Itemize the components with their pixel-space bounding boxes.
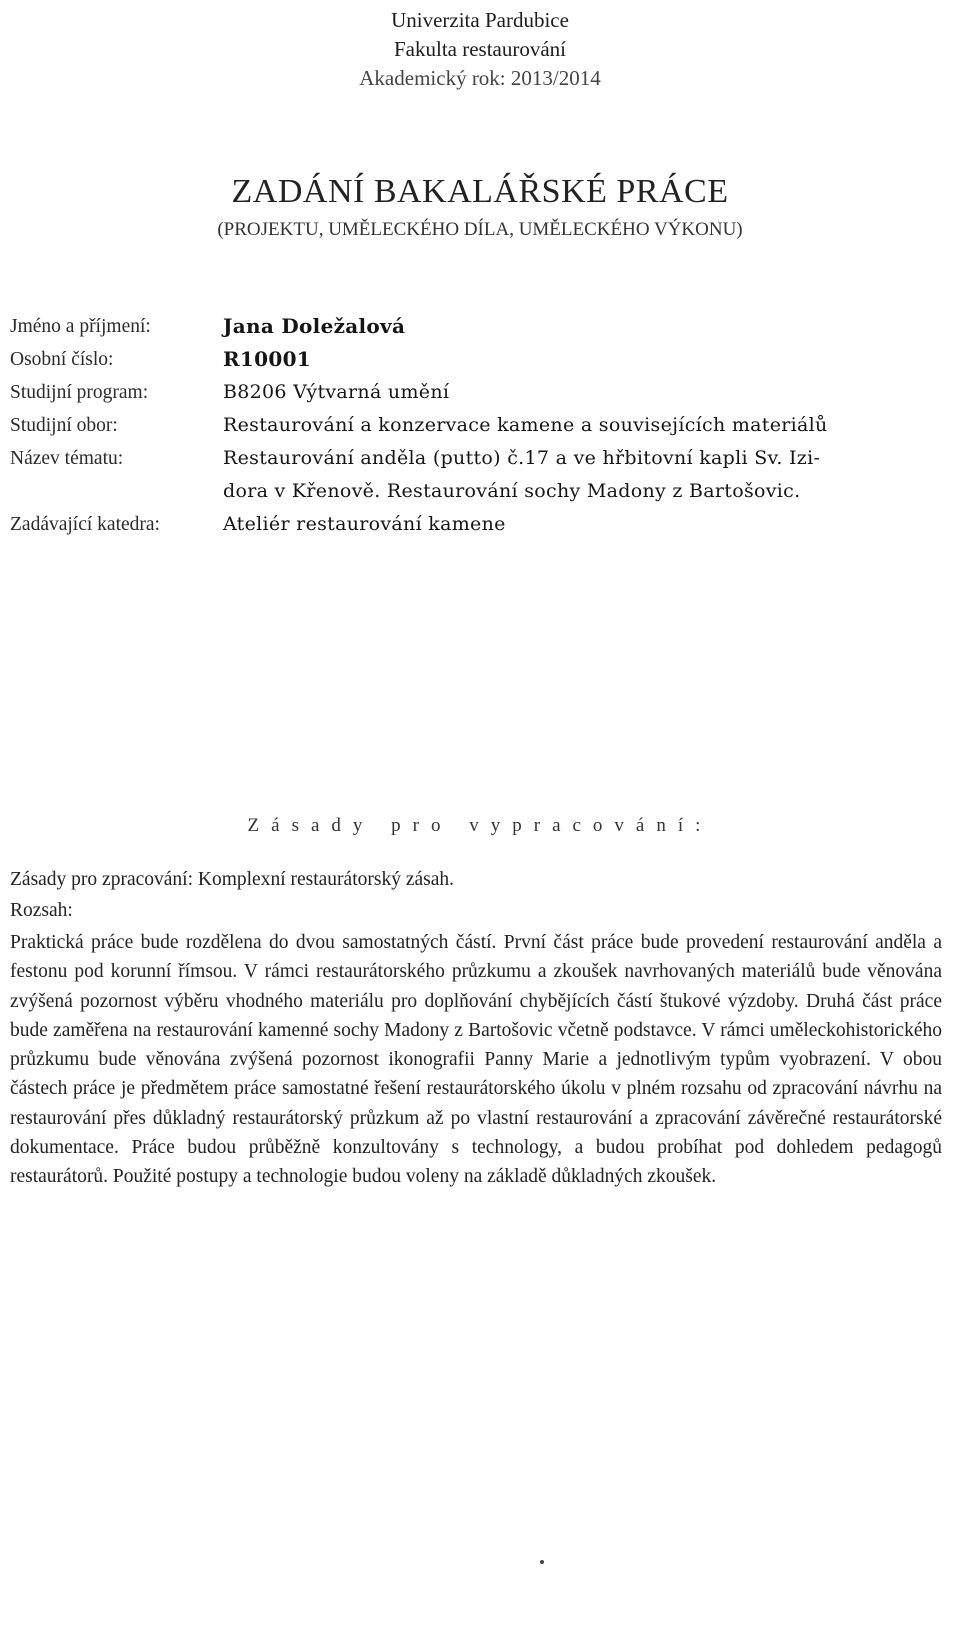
- topic-value: [223, 442, 950, 508]
- stray-dot: [540, 1560, 544, 1564]
- title-subtitle: (PROJEKTU, UMĚLECKÉHO DÍLA, UMĚLECKÉHO VÝKONU): [217, 219, 743, 240]
- university-name: Univerzita Pardubice: [391, 8, 569, 32]
- info-row-program: [10, 376, 950, 409]
- principles-line: Zásady pro zpracování: Komplexní restaurátorský zásah.: [10, 869, 455, 890]
- document-header: [0, 6, 960, 93]
- scope-label: Rozsah:: [10, 900, 73, 921]
- field-value: Restaurování a konzervace kamene a souvisejících materiálů: [223, 414, 828, 436]
- document-title: [0, 170, 960, 244]
- topic-value-line-1: Restaurování anděla (putto) č.17 a ve hřbitovní kapli Sv. Izi-: [223, 447, 821, 469]
- department-label: Zadávající katedra:: [10, 514, 160, 535]
- title-main: ZADÁNÍ BAKALÁŘSKÉ PRÁCE: [231, 173, 729, 210]
- id-label: Osobní číslo:: [10, 349, 114, 370]
- info-row-field: [10, 409, 950, 442]
- info-row-department: [10, 508, 950, 541]
- section-heading: Zásady pro vypracování:: [247, 815, 713, 836]
- field-label: Studijní obor:: [10, 415, 118, 436]
- student-info: [10, 310, 950, 541]
- program-label: Studijní program:: [10, 382, 149, 403]
- program-value: B8206 Výtvarná umění: [223, 381, 450, 403]
- name-label: Jméno a příjmení:: [10, 316, 151, 337]
- info-row-name: [10, 310, 950, 343]
- faculty-name: Fakulta restaurování: [393, 37, 567, 61]
- topic-label: Název tématu:: [10, 448, 124, 469]
- name-value: Jana Doležalová: [223, 314, 406, 338]
- id-value: R10001: [223, 347, 312, 371]
- topic-value-line-2: dora v Křenově. Restaurování sochy Madony z Bartošovic.: [223, 480, 801, 502]
- section-content: [10, 864, 942, 1192]
- info-row-topic: [10, 442, 950, 508]
- scope-paragraph: Praktická práce bude rozdělena do dvou samostatných částí. První část práce bude provedení restaurování anděla a festonu pod korunní římsou. V rámci restaurátorského průzkumu a zkoušek navrhovaných materiálů bude věnována zvýšená pozornost výběru vhodného materiálu pro doplňování chybějících částí štukové výzdoby. Druhá část práce bude zaměřena na restaurování kamenné sochy Madony z Bartošovic včetně podstavce. V rámci uměleckohistorického průzkumu bude věnována zvýšená pozornost ikonografii Panny Marie a jednotlivým typům vyobrazení. V obou částech práce je předmětem práce samostatné řešení restaurátorského úkolu v plném rozsahu od zpracování návrhu na restaurování přes důkladný restaurátorský průzkum až po vlastní restaurování a zpracování závěrečné restaurátorské dokumentace. Práce budou průběžně konzultovány s technology, a budou probíhat pod dohledem pedagogů restaurátorů. Použité postupy a technologie budou voleny na základě důkladných zkoušek.: [10, 932, 942, 1188]
- academic-year: Akademický rok: 2013/2014: [359, 66, 601, 90]
- info-row-id: [10, 343, 950, 376]
- department-value: Ateliér restaurování kamene: [223, 513, 506, 535]
